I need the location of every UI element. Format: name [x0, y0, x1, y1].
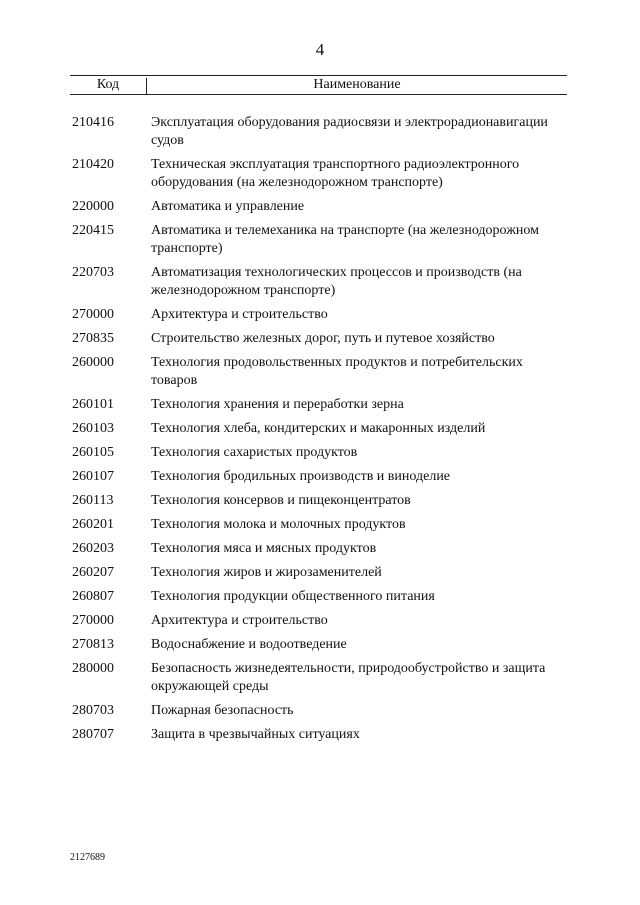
- row-name: Строительство железных дорог, путь и путевое хозяйство: [151, 331, 495, 346]
- row-name: Технология хлеба, кондитерских и макаронных изделий: [151, 421, 486, 436]
- row-name: Автоматика и управление: [151, 199, 305, 214]
- row-code: 270000: [72, 307, 114, 322]
- row-name: Технология бродильных производств и виноделие: [151, 469, 451, 484]
- row-code: 210420: [72, 157, 114, 172]
- row-code: 270000: [72, 613, 114, 628]
- row-code: 270835: [72, 331, 114, 346]
- row-code: 220703: [72, 265, 114, 280]
- row-code: 260203: [72, 541, 114, 556]
- table-header: [70, 75, 567, 95]
- row-name: Технология хранения и переработки зерна: [151, 397, 404, 412]
- row-code: 260207: [72, 565, 114, 580]
- table-row: [0, 222, 640, 258]
- row-name: Технология мяса и мясных продуктов: [151, 541, 377, 556]
- row-code: 260000: [72, 355, 114, 370]
- table-row: [0, 264, 640, 300]
- row-name: Архитектура и строительство: [151, 307, 328, 322]
- row-code: 270813: [72, 637, 114, 652]
- row-name: Техническая эксплуатация транспортного радиоэлектронного оборудования (на железнодорожном транспорте): [151, 157, 520, 190]
- row-name: Автоматика и телемеханика на транспорте (на железнодорожном транспорте): [151, 223, 539, 256]
- row-name: Технология сахаристых продуктов: [151, 445, 358, 460]
- table-row: [0, 354, 640, 390]
- row-name: Эксплуатация оборудования радиосвязи и электрорадионавигации судов: [151, 115, 548, 148]
- row-code: 260113: [72, 493, 114, 508]
- table-row: [0, 612, 640, 630]
- table-row: [0, 306, 640, 324]
- row-code: 260201: [72, 517, 114, 532]
- row-name: Безопасность жизнедеятельности, природообустройство и защита окружающей среды: [151, 661, 546, 694]
- row-code: 220415: [72, 223, 114, 238]
- row-name: Технология молока и молочных продуктов: [151, 517, 406, 532]
- row-name: Технология продукции общественного питания: [151, 589, 435, 604]
- table-row: [0, 330, 640, 348]
- row-name: Водоснабжение и водоотведение: [151, 637, 347, 652]
- table-row: [0, 660, 640, 696]
- row-code: 210416: [72, 115, 114, 130]
- row-code: 260101: [72, 397, 114, 412]
- table-row: [0, 444, 640, 462]
- table-row: [0, 114, 640, 150]
- row-code: 260103: [72, 421, 114, 436]
- column-header-code: Код: [96, 77, 120, 92]
- row-code: 260107: [72, 469, 114, 484]
- table-row: [0, 468, 640, 486]
- table-row: [0, 588, 640, 606]
- row-name: Защита в чрезвычайных ситуациях: [151, 727, 360, 742]
- table-row: [0, 396, 640, 414]
- row-code: 260807: [72, 589, 114, 604]
- column-header-name: Наименование: [313, 77, 401, 92]
- table-row: [0, 540, 640, 558]
- row-code: 280703: [72, 703, 114, 718]
- table-row: [0, 492, 640, 510]
- table-body: [0, 114, 640, 750]
- page-number: 4: [315, 40, 325, 59]
- row-name: Автоматизация технологических процессов и производств (на железнодорожном транспорте): [151, 265, 522, 298]
- row-code: 280000: [72, 661, 114, 676]
- row-name: Архитектура и строительство: [151, 613, 328, 628]
- row-name: Технология продовольственных продуктов и потребительских товаров: [151, 355, 523, 388]
- table-row: [0, 564, 640, 582]
- table-row: [0, 636, 640, 654]
- table-row: [0, 726, 640, 744]
- row-code: 280707: [72, 727, 114, 742]
- document-id: 2127689: [70, 852, 105, 863]
- table-row: [0, 420, 640, 438]
- table-row: [0, 198, 640, 216]
- row-name: Технология жиров и жирозаменителей: [151, 565, 382, 580]
- table-row: [0, 516, 640, 534]
- row-code: 260105: [72, 445, 114, 460]
- row-name: Технология консервов и пищеконцентратов: [151, 493, 411, 508]
- row-code: 220000: [72, 199, 114, 214]
- table-row: [0, 702, 640, 720]
- row-name: Пожарная безопасность: [151, 703, 294, 718]
- table-row: [0, 156, 640, 192]
